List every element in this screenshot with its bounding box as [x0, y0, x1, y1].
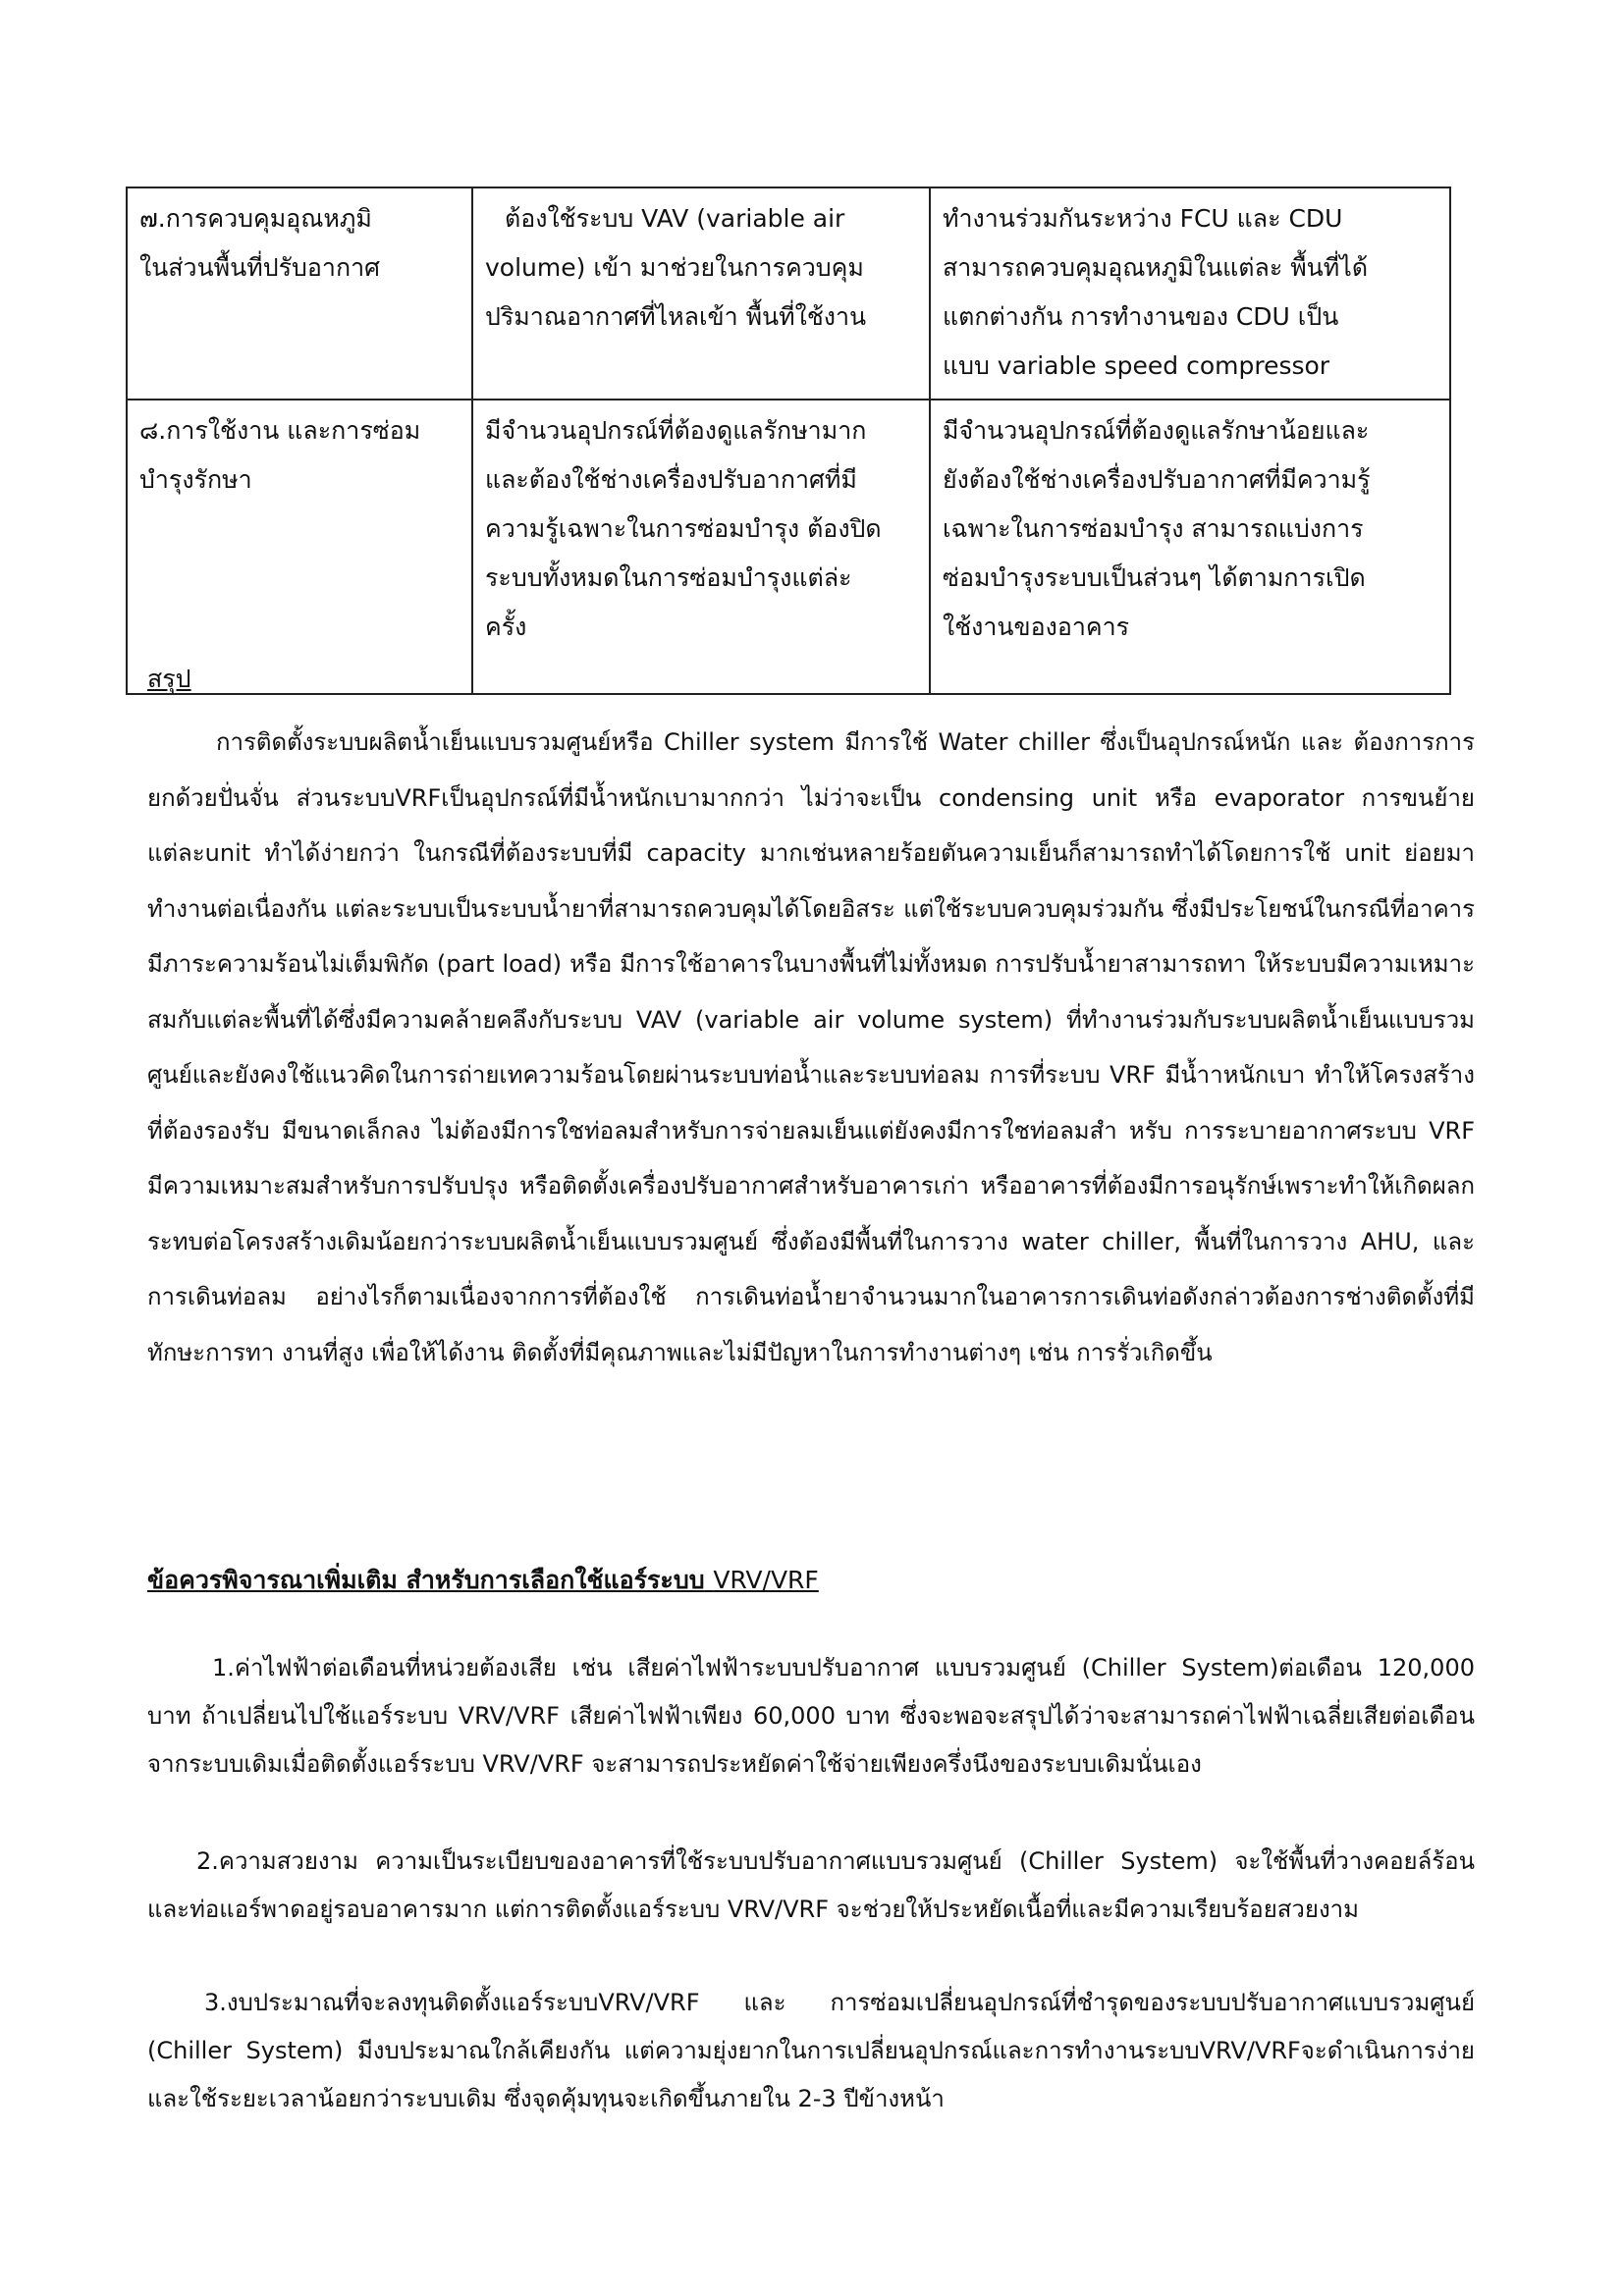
- consideration-point-2: 2.ความสวยงาม ความเป็นระเบียบของอาคารที่ใช้ระบบปรับอากาศแบบรวมศูนย์ (Chiller System) จะใช้พื้นที่วางคอยล์ร้อน และท่อแอร์พาดอยู่รอบอาคารมาก แต่การติดตั้งแอร์ระบบ VRV/VRF จะช่วยให้ประหยัดเนื้อที่และมีความเรียบร้อยสวยงาม: [147, 1847, 1475, 1923]
- table-row: [127, 187, 1450, 400]
- table-cell-vrf: [930, 187, 1450, 400]
- table-cell-topic: [127, 187, 472, 400]
- table-cell-chiller: [472, 400, 930, 694]
- extra-considerations-heading: [147, 1561, 819, 1600]
- comparison-table: [126, 187, 1451, 695]
- row-7-vrf: ทำงานร่วมกันระหว่าง FCU และ CDU สามารถควบคุมอุณหภูมิในแต่ละ พื้นที่ได้ แตกต่างกัน การทำงานของ CDU เป็น แบบ variable speed compressor: [943, 204, 1369, 380]
- summary-paragraph: การติดตั้งระบบผลิตน้ำเย็นแบบรวมศูนย์หรือ Chiller system มีการใช้ Water chiller ซึ่งเป็นอุปกรณ์หนัก และ ต้องการการยกด้วยปั่นจั่น ส่วนระบบVRFเป็นอุปกรณ์ที่มีน้ำหนักเบามากกว่า ไม่ว่าจะเป็น condensing unit หรือ evaporator การขนย้ายแต่ละunit ทำได้ง่ายกว่า ในกรณีที่ต้องระบบที่มี capacity มากเช่นหลายร้อยตันความเย็นก็สามารถทำได้โดยการใช้ unit ย่อยมาทำงานต่อเนื่องกัน แต่ละระบบเป็นระบบน้ำยาที่สามารถควบคุมได้โดยอิสระ แต่ใช้ระบบควบคุมร่วมกัน ซึ่งมีประโยชน์ในกรณีที่อาคารมีภาระความร้อนไม่เต็มพิกัด (part load) หรือ มีการใช้อาคารในบางพื้นที่ไม่ทั้งหมด การปรับน้ำยาสามารถทา ให้ระบบมีความเหมาะสมกับแต่ละพื้นที่ได้ซึ่งมีความคล้ายคลึงกับระบบ VAV (variable air volume system) ที่ทำงานร่วมกับระบบผลิตน้ำเย็นแบบรวมศูนย์และยังคงใช้แนวคิดในการถ่ายเทความร้อนโดยผ่านระบบท่อน้ำและระบบท่อลม การที่ระบบ VRF มีน้ำาหนักเบา ทำให้โครงสร้างที่ต้องรองรับ มีขนาดเล็กลง ไม่ต้องมีการใชท่อลมสำหรับการจ่ายลมเย็นแต่ยังคงมีการใชท่อลมสำ หรับ การระบายอากาศระบบ VRF มีความเหมาะสมสำหรับการปรับปรุง หรือติดตั้งเครื่องปรับอากาศสำหรับอาคารเก่า หรืออาคารที่ต้องมีการอนุรักษ์เพราะทำให้เกิดผลกระทบต่อโครงสร้างเดิมน้อยกว่าระบบผลิตน้ำเย็นแบบรวมศูนย์ ซึ่งต้องมีพื้นที่ในการวาง water chiller, พื้นที่ในการวาง AHU, และการเดินท่อลม อย่างไรก็ตามเนื่องจากการที่ต้องใช้ การเดินท่อน้ำยาจำนวนมากในอาคารการเดินท่อดังกล่าวต้องการช่างติดตั้งที่มีทักษะการทา งานที่สูง เพื่อให้ได้งาน ติดตั้งที่มีคุณภาพและไม่มีปัญหาในการทำงานต่างๆ เช่น การรั่วเกิดขึ้น: [147, 728, 1475, 1366]
- row-8-chiller: มีจำนวนอุปกรณ์ที่ต้องดูแลรักษามาก และต้องใช้ช่างเครื่องปรับอากาศที่มี ความรู้เฉพาะในการซ่อมบำรุง ต้องปิด ระบบทั้งหมดในการซ่อมบำรุงแต่ล่ะ ครั้ง: [485, 416, 882, 641]
- table-row: [127, 400, 1450, 694]
- extra-heading-tail: VRV/VRF: [713, 1566, 819, 1594]
- table-cell-topic: [127, 400, 472, 694]
- row-7-chiller: ต้องใช้ระบบ VAV (variable air volume) เข้า มาช่วยในการควบคุม ปริมาณอากาศที่ไหลเข้า พื้นที่ใช้งาน: [485, 204, 867, 331]
- consideration-point-1: 1.ค่าไฟฟ้าต่อเดือนที่หน่วยต้องเสีย เช่น เสียค่าไฟฟ้าระบบปรับอากาศ แบบรวมศูนย์ (Chiller System)ต่อเดือน 120,000 บาท ถ้าเปลี่ยนไปใช้แอร์ระบบ VRV/VRF เสียค่าไฟฟ้าเพียง 60,000 บาท ซึ่งจะพอจะสรุปได้ว่าจะสามารถค่าไฟฟ้าเฉลี่ยเสียต่อเดือนจากระบบเดิมเมื่อติดตั้งแอร์ระบบ VRV/VRF จะสามารถประหยัดค่าใช้จ่ายเพียงครึ่งนึงของระบบเดิมนั่นเอง: [147, 1654, 1475, 1778]
- row-8-vrf: มีจำนวนอุปกรณ์ที่ต้องดูแลรักษาน้อยและ ยังต้องใช้ช่างเครื่องปรับอากาศที่มีความรู้ เฉพาะในการซ่อมบำรุง สามารถแบ่งการ ซ่อมบำรุงระบบเป็นส่วนๆ ได้ตามการเปิด ใช้งานของอาคาร: [943, 416, 1371, 641]
- row-7-topic: ๗.การควบคุมอุณหภูมิ ในส่วนพื้นที่ปรับอากาศ: [139, 204, 380, 282]
- consideration-point-3: 3.งบประมาณที่จะลงทุนติดตั้งแอร์ระบบVRV/VRF และ การซ่อมเปลี่ยนอุปกรณ์ที่ชำรุดของระบบปรับอากาศแบบรวมศูนย์ (Chiller System) มีงบประมาณใกล้เคียงกัน แต่ความยุ่งยากในการเปลี่ยนอุปกรณ์และการทำงานระบบVRV/VRFจะดำเนินการง่าย และใช้ระยะเวลาน้อยกว่าระบบเดิม ซึ่งจุดคุ้มทุนจะเกิดขึ้นภายใน 2-3 ปีข้างหน้า: [147, 1989, 1475, 2112]
- table-cell-chiller: [472, 187, 930, 400]
- table-cell-vrf: [930, 400, 1450, 694]
- summary-heading: สรุป: [147, 665, 191, 693]
- extra-heading-bold: ข้อควรพิจารณาเพิ่มเติม สำหรับการเลือกใช้แอร์ระบบ: [147, 1566, 705, 1594]
- row-8-topic: ๘.การใช้งาน และการซ่อม บำรุงรักษา: [139, 416, 421, 494]
